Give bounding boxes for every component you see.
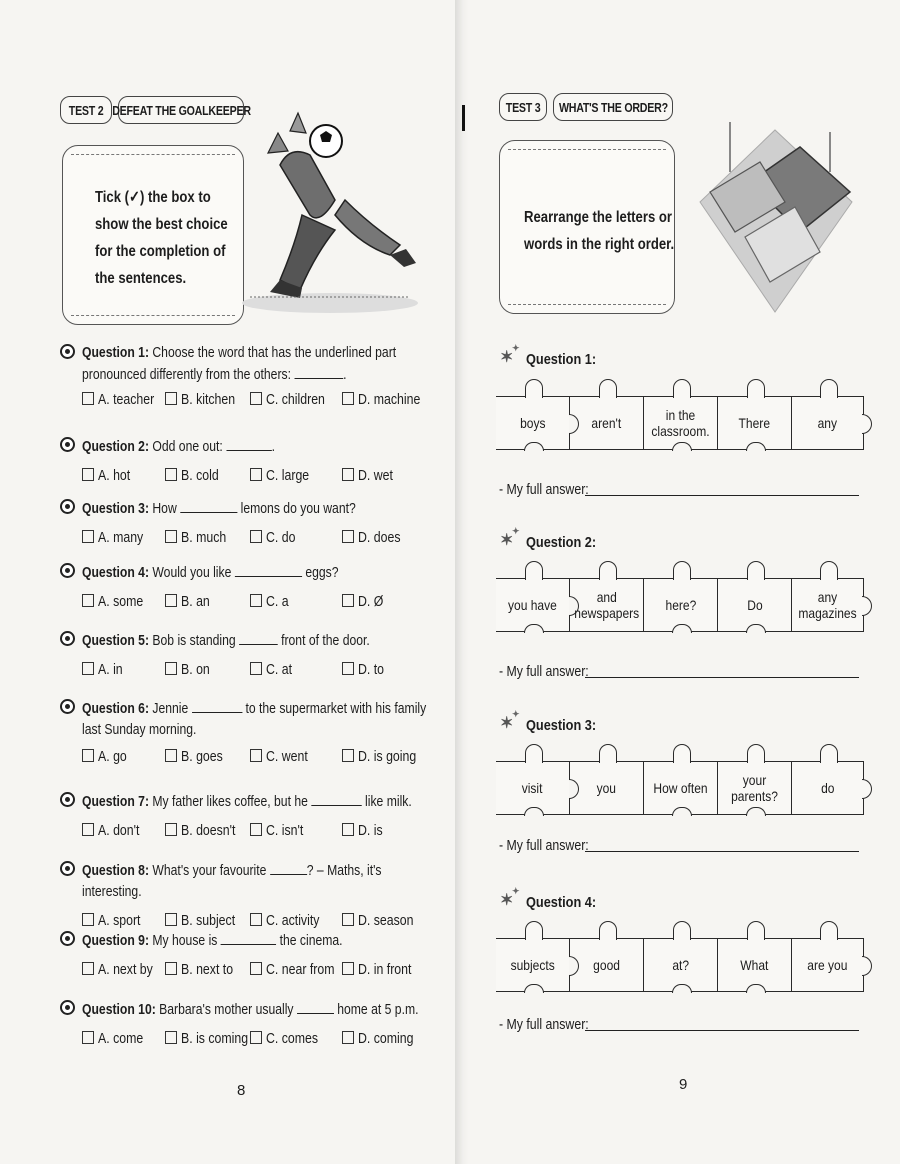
option-a[interactable]: A. teacher: [82, 392, 164, 408]
soccer-ball-icon: [60, 437, 75, 452]
option-d[interactable]: D. machine: [342, 392, 431, 408]
option-a[interactable]: A. next by: [82, 962, 162, 978]
option-d[interactable]: D. wet: [342, 468, 399, 484]
question-tail: eggs?: [305, 565, 339, 581]
option-b[interactable]: B. kitchen: [165, 392, 245, 408]
puzzle-row-4: [496, 938, 866, 992]
option-c[interactable]: C. do: [250, 530, 301, 546]
option-b[interactable]: B. on: [165, 662, 215, 678]
question-3: [60, 498, 440, 552]
question-9: [60, 930, 440, 984]
answer-line-3[interactable]: - My full answer:: [499, 838, 859, 854]
question-2-title: ✶ ✦Question 2:: [500, 533, 609, 551]
question-4-title: ✶ ✦Question 4:: [500, 893, 609, 911]
puzzle-piece[interactable]: you: [570, 761, 644, 815]
checkbox[interactable]: [82, 962, 94, 975]
soccer-ball-icon: [60, 344, 75, 359]
checkbox[interactable]: [82, 749, 94, 762]
checkbox[interactable]: [82, 530, 94, 543]
option-d[interactable]: D. does: [342, 530, 408, 546]
option-d[interactable]: D. to: [342, 662, 389, 678]
answer-blank: [239, 630, 278, 645]
soccer-ball-icon: [60, 861, 75, 876]
option-c[interactable]: C. isn't: [250, 823, 310, 839]
puzzle-row-1: [496, 396, 866, 450]
option-a[interactable]: A. hot: [82, 468, 136, 484]
checkbox[interactable]: [342, 823, 354, 836]
test-title-tag: WHAT'S THE ORDER?: [553, 93, 673, 121]
test-number-tag: TEST 3: [499, 93, 547, 121]
option-c[interactable]: C. went: [250, 749, 315, 765]
soccer-ball-icon: [60, 699, 75, 714]
option-b[interactable]: B. an: [165, 594, 215, 610]
question-1-title: ✶ ✦Question 1:: [500, 350, 609, 368]
question-tail: home at 5 p.m.: [337, 1002, 419, 1018]
checkbox[interactable]: [342, 468, 354, 481]
jigsaw-illustration: [690, 112, 860, 317]
puzzle-piece[interactable]: How often: [644, 761, 718, 815]
question-label: Question 3:: [82, 501, 150, 517]
puzzle-piece[interactable]: visit: [496, 761, 570, 815]
question-label: Question 4:: [82, 565, 150, 581]
puzzle-row-3: [496, 761, 866, 815]
question-label: Question 2:: [82, 439, 150, 455]
question-label: Question 6:: [82, 701, 150, 717]
answer-line-1[interactable]: - My full answer:: [499, 482, 859, 498]
goalkeeper-illustration: [240, 105, 420, 330]
question-label: Question 1:: [82, 345, 150, 361]
sparkle-icon: [500, 533, 522, 549]
checkbox[interactable]: [165, 594, 177, 607]
option-a[interactable]: A. many: [82, 530, 151, 546]
question-6: [60, 698, 440, 771]
option-a[interactable]: A. in: [82, 662, 127, 678]
checkbox[interactable]: [342, 749, 354, 762]
option-d[interactable]: D. in front: [342, 962, 421, 978]
checkbox[interactable]: [82, 913, 94, 926]
page-number-left: 8: [237, 1082, 246, 1099]
option-d[interactable]: D. Ø: [342, 594, 388, 610]
puzzle-piece[interactable]: Do: [718, 578, 792, 632]
checkbox[interactable]: [250, 530, 262, 543]
checkbox[interactable]: [342, 392, 354, 405]
question-tail: front of the door.: [281, 633, 370, 649]
answer-blank: [192, 698, 242, 713]
puzzle-piece[interactable]: in the classroom.: [644, 396, 718, 450]
puzzle-piece[interactable]: here?: [644, 578, 718, 632]
option-b[interactable]: B. goes: [165, 749, 230, 765]
checkbox[interactable]: [250, 823, 262, 836]
checkbox[interactable]: [342, 662, 354, 675]
checkbox[interactable]: [165, 392, 177, 405]
sparkle-icon: [500, 716, 522, 732]
answer-blank: [311, 791, 361, 806]
question-text: My father likes coffee, but he: [152, 794, 308, 810]
question-text: Bob is standing: [152, 633, 236, 649]
checkbox[interactable]: [250, 962, 262, 975]
soccer-ball-icon: [60, 1000, 75, 1015]
question-label: Question 9:: [82, 933, 150, 949]
option-d[interactable]: D. is going: [342, 749, 427, 765]
question-5: [60, 630, 440, 684]
question-text: Choose the word that has the underlined part pronounced differently from the others:: [82, 345, 397, 383]
option-c[interactable]: C. large: [250, 468, 317, 484]
answer-line-4[interactable]: - My full answer:: [499, 1017, 859, 1033]
question-text: What's your favourite: [152, 863, 267, 879]
puzzle-piece[interactable]: and newspapers: [570, 578, 644, 632]
question-text: Odd one out:: [152, 439, 223, 455]
option-a[interactable]: A. come: [82, 1031, 151, 1047]
checkbox[interactable]: [82, 468, 94, 481]
question-3-title: ✶ ✦Question 3:: [500, 716, 609, 734]
puzzle-piece[interactable]: good: [570, 938, 644, 992]
option-b[interactable]: B. subject: [165, 913, 245, 929]
checkbox[interactable]: [250, 749, 262, 762]
instruction-text: Tick (✓) the box to show the best choice for the completion of the sentences.: [95, 189, 228, 287]
question-tail: .: [343, 367, 347, 383]
puzzle-piece[interactable]: your parents?: [718, 761, 792, 815]
page-number-right: 9: [679, 1076, 688, 1093]
puzzle-piece[interactable]: are you: [792, 938, 864, 992]
puzzle-piece[interactable]: What: [718, 938, 792, 992]
instruction-box: [62, 145, 244, 325]
answer-blank: [235, 562, 302, 577]
soccer-ball-icon: [60, 563, 75, 578]
puzzle-piece[interactable]: you have: [496, 578, 570, 632]
puzzle-row-2: [496, 578, 866, 632]
checkbox[interactable]: [165, 468, 177, 481]
option-a[interactable]: A. go: [82, 749, 132, 765]
checkbox[interactable]: [342, 594, 354, 607]
gutter-mark: [462, 105, 465, 131]
option-b[interactable]: B. doesn't: [165, 823, 245, 839]
checkbox[interactable]: [250, 1031, 262, 1044]
option-b[interactable]: B. much: [165, 530, 234, 546]
option-c[interactable]: C. activity: [250, 913, 329, 929]
question-tail: like milk.: [365, 794, 412, 810]
puzzle-piece[interactable]: boys: [496, 396, 570, 450]
checkbox[interactable]: [82, 392, 94, 405]
soccer-ball-icon: [60, 631, 75, 646]
question-text: Barbara's mother usually: [159, 1002, 294, 1018]
checkbox[interactable]: [250, 913, 262, 926]
puzzle-piece[interactable]: subjects: [496, 938, 570, 992]
question-text: Jennie: [152, 701, 189, 717]
option-b[interactable]: B. cold: [165, 468, 225, 484]
option-b[interactable]: B. is coming: [165, 1031, 260, 1047]
option-c[interactable]: C. near from: [250, 962, 347, 978]
checkbox[interactable]: [82, 662, 94, 675]
checkbox[interactable]: [342, 1031, 354, 1044]
question-tail: lemons do you want?: [240, 501, 356, 517]
answer-blank: [297, 999, 334, 1014]
soccer-ball-icon: [60, 792, 75, 807]
puzzle-piece[interactable]: any magazines: [792, 578, 864, 632]
option-d[interactable]: D. season: [342, 913, 423, 929]
checkbox[interactable]: [165, 913, 177, 926]
question-4: [60, 562, 440, 616]
question-label: Question 7:: [82, 794, 150, 810]
puzzle-piece[interactable]: at?: [644, 938, 718, 992]
checkbox[interactable]: [165, 1031, 177, 1044]
option-c[interactable]: C. comes: [250, 1031, 327, 1047]
checkbox[interactable]: [82, 594, 94, 607]
answer-blank: [221, 930, 276, 945]
puzzle-piece[interactable]: do: [792, 761, 864, 815]
question-tail: the cinema.: [279, 933, 343, 949]
question-text: My house is: [152, 933, 218, 949]
test-title-tag: DEFEAT THE GOALKEEPER: [118, 96, 244, 124]
question-text: Would you like: [152, 565, 232, 581]
question-label: Question 8:: [82, 863, 150, 879]
checkbox[interactable]: [250, 662, 262, 675]
puzzle-piece[interactable]: aren't: [570, 396, 644, 450]
checkbox[interactable]: [250, 392, 262, 405]
checkbox[interactable]: [250, 594, 262, 607]
option-c[interactable]: C. a: [250, 594, 293, 610]
checkbox[interactable]: [165, 962, 177, 975]
question-8: [60, 860, 440, 935]
checkbox[interactable]: [165, 749, 177, 762]
option-d[interactable]: D. is: [342, 823, 387, 839]
answer-blank: [270, 860, 307, 875]
question-text: How: [152, 501, 177, 517]
question-tail: .: [271, 439, 275, 455]
checkbox[interactable]: [165, 662, 177, 675]
question-label: Question 10:: [82, 1002, 156, 1018]
soccer-ball-icon: [60, 499, 75, 514]
question-tail: ? – Maths, it's interesting.: [82, 863, 382, 900]
puzzle-piece[interactable]: any: [792, 396, 864, 450]
checkbox[interactable]: [165, 823, 177, 836]
question-7: [60, 791, 440, 845]
question-2: [60, 436, 440, 490]
test-number-tag: TEST 2: [60, 96, 112, 124]
answer-blank: [180, 498, 237, 513]
question-1: [60, 343, 440, 414]
option-c[interactable]: C. children: [250, 392, 335, 408]
checkbox[interactable]: [82, 823, 94, 836]
sparkle-icon: [500, 350, 522, 366]
option-d[interactable]: D. coming: [342, 1031, 423, 1047]
checkbox[interactable]: [82, 1031, 94, 1044]
checkbox[interactable]: [342, 962, 354, 975]
checkbox[interactable]: [250, 468, 262, 481]
answer-line-2[interactable]: - My full answer:: [499, 664, 859, 680]
option-a[interactable]: A. sport: [82, 913, 148, 929]
question-10: [60, 999, 440, 1053]
instruction-text: Rearrange the letters or words in the right order.: [524, 209, 675, 253]
question-tail: to the supermarket with his family last Sunday morning.: [82, 701, 427, 738]
checkbox[interactable]: [342, 913, 354, 926]
answer-blank: [226, 436, 271, 451]
question-label: Question 5:: [82, 633, 150, 649]
puzzle-piece[interactable]: There: [718, 396, 792, 450]
option-a[interactable]: A. don't: [82, 823, 147, 839]
soccer-ball-icon: [60, 931, 75, 946]
instruction-box: [499, 140, 675, 314]
option-c[interactable]: C. at: [250, 662, 297, 678]
option-a[interactable]: A. some: [82, 594, 151, 610]
checkbox[interactable]: [165, 530, 177, 543]
answer-blank: [294, 364, 343, 379]
sparkle-icon: [500, 893, 522, 909]
checkbox[interactable]: [342, 530, 354, 543]
option-b[interactable]: B. next to: [165, 962, 242, 978]
